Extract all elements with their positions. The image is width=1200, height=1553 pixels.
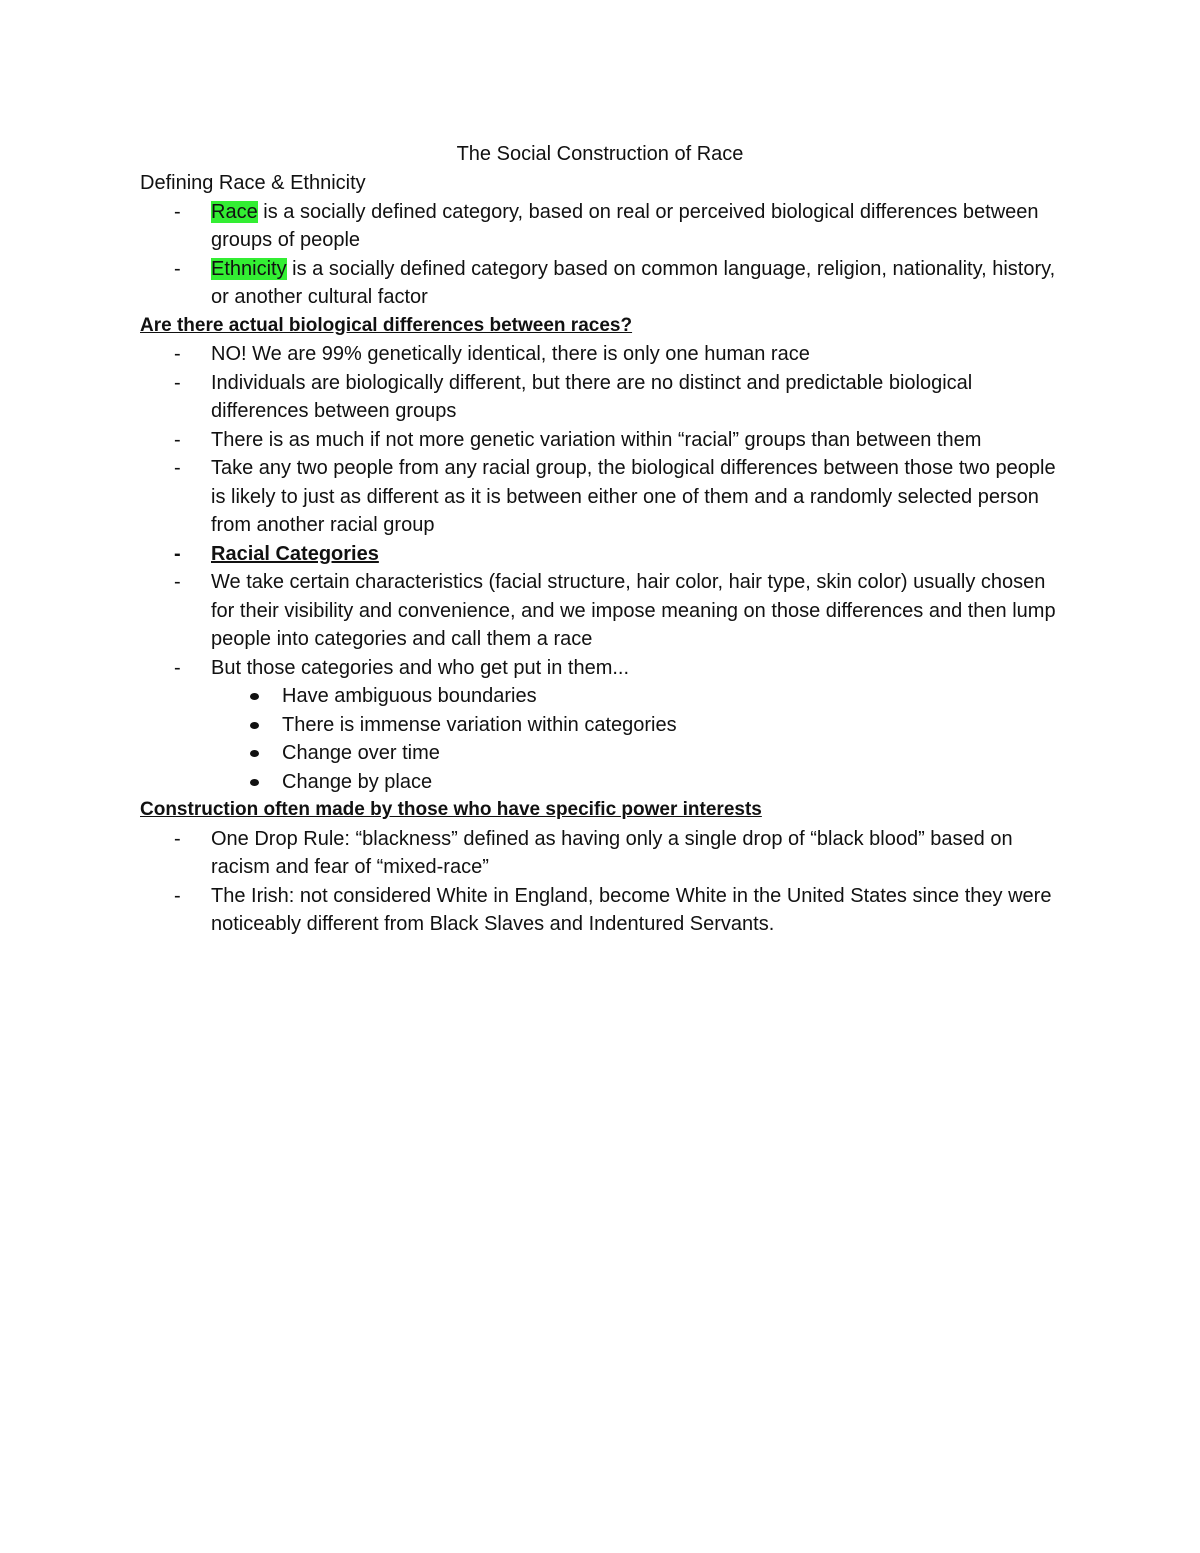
list-item-text: But those categories and who get put in them...	[211, 656, 630, 679]
section-heading-biological: Are there actual biological differences between races?	[140, 314, 633, 336]
list-item-text: One Drop Rule: “blackness” defined as having only a single drop of “black blood” based on racism and fear of “mixed-race”	[211, 827, 1013, 878]
list-item	[140, 426, 1060, 455]
list-item	[140, 825, 1060, 882]
dash-marker: -	[174, 827, 181, 850]
list-item	[140, 369, 1060, 426]
list-item-text: Take any two people from any racial group, the biological differences between those two people is likely to just as different as it is between either one of them and a randomly selected person from another racial group	[211, 457, 1056, 536]
dash-marker: -	[174, 257, 181, 280]
definitions-list	[140, 198, 1060, 312]
document-title: The Social Construction of Race	[456, 143, 744, 165]
dash-marker: -	[174, 571, 181, 593]
bullet-item-text: There is immense variation within categories	[282, 713, 677, 736]
bullet-item	[140, 711, 1060, 740]
list-item	[140, 340, 1060, 369]
section-heading-defining: Defining Race & Ethnicity	[140, 172, 366, 194]
list-item	[140, 454, 1060, 540]
list-item	[140, 654, 1060, 683]
dash-marker: -	[174, 428, 181, 451]
dash-marker: -	[174, 542, 181, 565]
bullet-item	[140, 682, 1060, 711]
dash-marker: -	[174, 457, 181, 479]
list-item-text: NO! We are 99% genetically identical, there is only one human race	[211, 343, 810, 365]
dash-marker: -	[174, 200, 181, 223]
list-item-text: We take certain characteristics (facial structure, hair color, hair type, skin color) usually chosen for their visibility and convenience, and we impose meaning on those differences and then lump people into categories and call them a race	[211, 571, 1056, 650]
bullet-item-text: Have ambiguous boundaries	[282, 685, 537, 707]
bullet-item-text: Change by place	[282, 770, 433, 793]
construction-list	[140, 825, 1060, 939]
list-item	[140, 255, 1060, 312]
bullet-dot-icon	[250, 779, 259, 786]
bullet-dot-icon	[250, 693, 259, 700]
subheading-text: Racial Categories	[211, 542, 379, 565]
bullet-dot-icon	[250, 750, 259, 757]
list-item-text: There is as much if not more genetic variation within “racial” groups than between them	[211, 428, 982, 451]
section-heading-construction: Construction often made by those who have specific power interests	[140, 799, 762, 820]
highlighted-term: Ethnicity	[211, 257, 287, 280]
bullet-item	[140, 739, 1060, 768]
bullet-dot-icon	[250, 722, 259, 729]
dash-marker: -	[174, 884, 181, 907]
categories-bullet-list	[140, 682, 1060, 796]
list-item	[140, 882, 1060, 939]
bullet-item-text: Change over time	[282, 742, 440, 764]
list-item-text: is a socially defined category, based on real or perceived biological differences between groups of people	[211, 200, 1039, 251]
list-item-text: The Irish: not considered White in England, become White in the United States since they were noticeably different from Black Slaves and Indentured Servants.	[211, 884, 1052, 935]
list-item-text: is a socially defined category based on common language, religion, nationality, history, or another cultural factor	[211, 257, 1056, 308]
dash-marker: -	[174, 371, 181, 394]
list-item-text: Individuals are biologically different, but there are no distinct and predictable biological differences between groups	[211, 371, 973, 422]
racial-categories-subheading	[140, 540, 1060, 569]
dash-marker: -	[174, 656, 181, 679]
bullet-item	[140, 768, 1060, 797]
dash-marker: -	[174, 343, 181, 365]
list-item	[140, 568, 1060, 654]
list-item	[140, 198, 1060, 255]
biological-list	[140, 340, 1060, 682]
highlighted-term: Race	[211, 200, 258, 223]
